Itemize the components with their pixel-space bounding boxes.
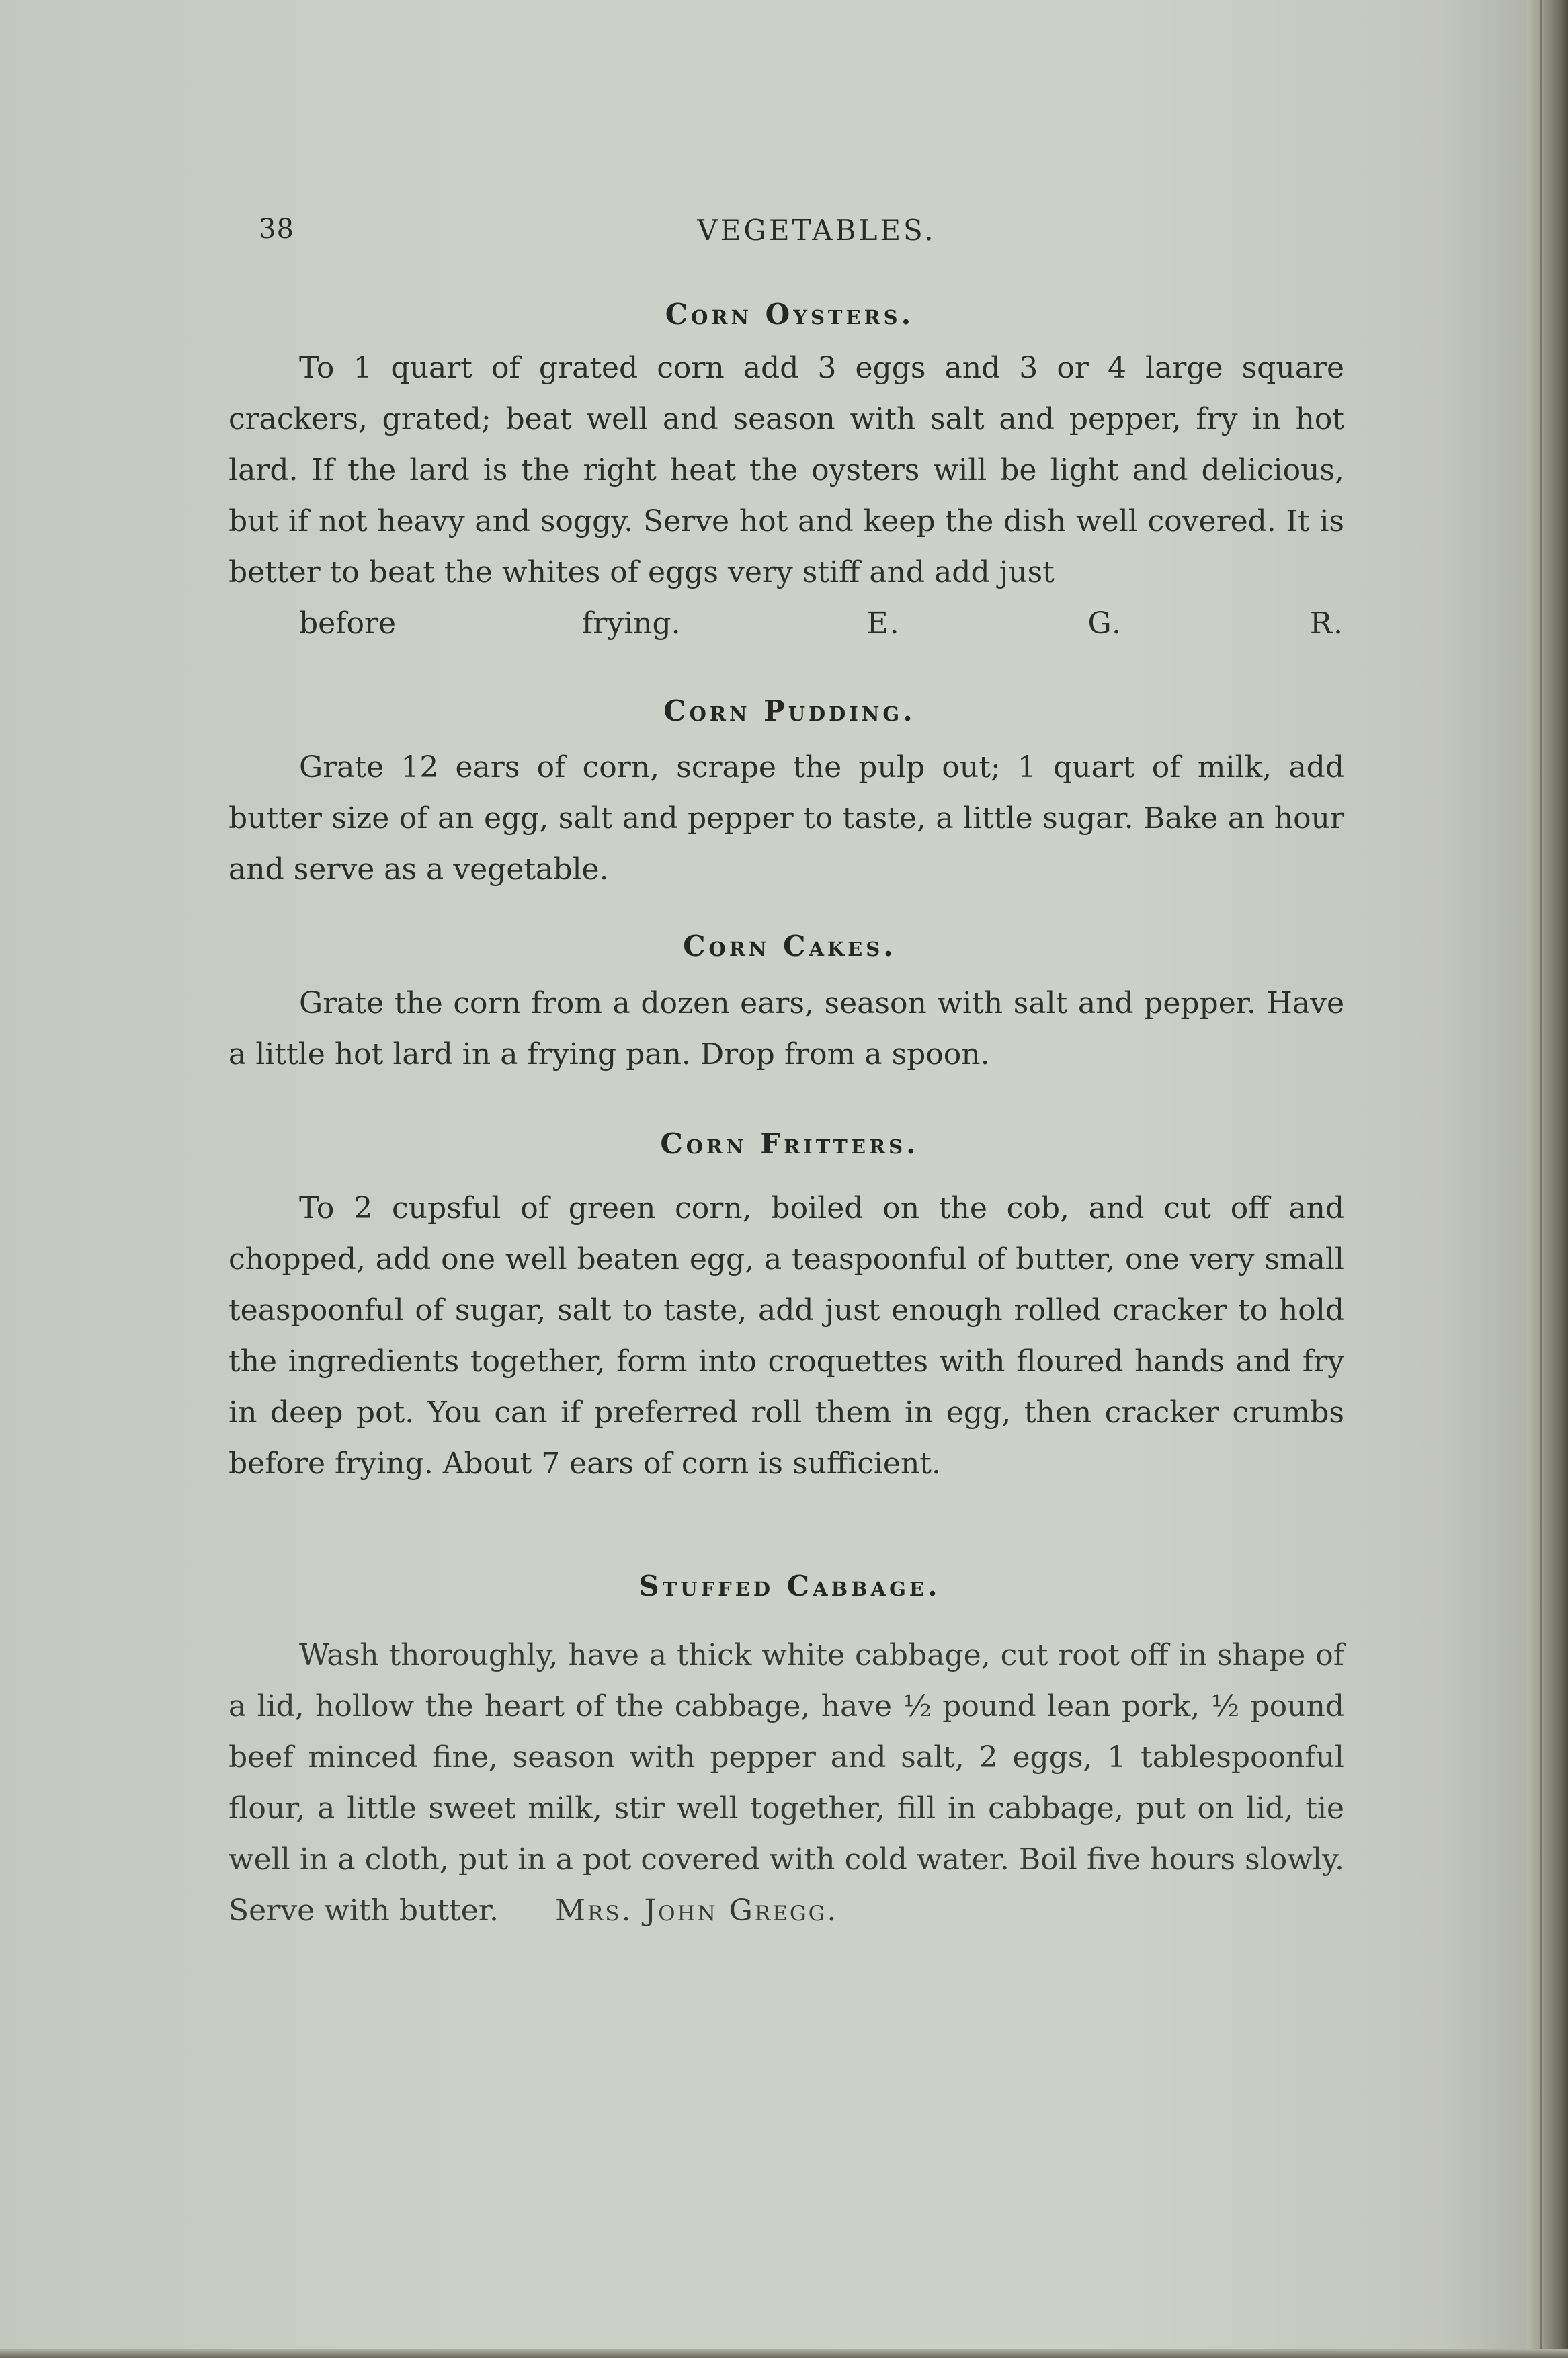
page-bottom-edge [0, 2349, 1568, 2358]
page-header [259, 214, 1374, 254]
recipe-text-corn-oysters: To 1 quart of grated corn add 3 eggs and 3 or 4 large square crackers, grated; beat well and season with salt and pepper, fry in hot lard. If the lard is the right heat the oysters will be light and delicious, but if not heavy and soggy. Serve hot and keep the dish well covered. It is better to beat the whites of eggs very stiff and add just [229, 351, 1344, 590]
recipe-signature-initials: E. G. R. [866, 606, 1344, 641]
page-number: 38 [259, 214, 294, 245]
running-title: VEGETABLES. [697, 214, 936, 247]
recipe-title-corn-fritters: Corn Fritters. [660, 1127, 919, 1160]
recipe-signature-line [229, 598, 1344, 649]
recipe-body-corn-fritters: To 2 cupsful of green corn, boiled on the cob, and cut off and chopped, add one well beaten egg, a teaspoonful of butter, one very small teaspoonful of sugar, salt to taste, add just enough rolled cracker to hold the ingredients together, form into croquettes with floured hands and fry in deep pot. You can if preferred roll them in egg, then cracker crumbs before frying. About 7 ears of corn is sufficient. [229, 1191, 1344, 1481]
recipe-last-line: before frying. [299, 606, 681, 641]
page-spine-edge [1526, 0, 1568, 2358]
recipe-text-stuffed-cabbage: Wash thoroughly, have a thick white cabbage, cut root off in shape of a lid, hollow the heart of the cabbage, have ½ pound lean pork, ½ pound beef minced fine, season with pepper and salt, 2 eggs, 1 tablespoonful flour, a little sweet milk, stir well together, fill in cabbage, put on lid, tie well in a cloth, put in a pot covered with cold water. Boil five hours slowly. Serve with butter. [229, 1638, 1344, 1928]
recipe-title-corn-pudding: Corn Pudding. [663, 694, 916, 727]
recipe-title-corn-cakes: Corn Cakes. [683, 930, 897, 963]
page-spine-line [1540, 0, 1542, 2358]
recipe-body-corn-cakes: Grate the corn from a dozen ears, season with salt and pepper. Have a little hot lard in a frying pan. Drop from a spoon. [229, 986, 1344, 1071]
recipe-body-corn-pudding: Grate 12 ears of corn, scrape the pulp out; 1 quart of milk, add butter size of an egg, salt and pepper to taste, a little sugar. Bake an hour and serve as a vegetable. [229, 750, 1344, 887]
recipe-title-corn-oysters: Corn Oysters. [665, 298, 915, 331]
recipe-body-corn-oysters [229, 343, 1344, 649]
recipe-title-stuffed-cabbage: Stuffed Cabbage. [638, 1570, 941, 1602]
recipe-signature-name: Mrs. John Gregg. [554, 1894, 839, 1928]
recipe-body-stuffed-cabbage [229, 1630, 1344, 1937]
